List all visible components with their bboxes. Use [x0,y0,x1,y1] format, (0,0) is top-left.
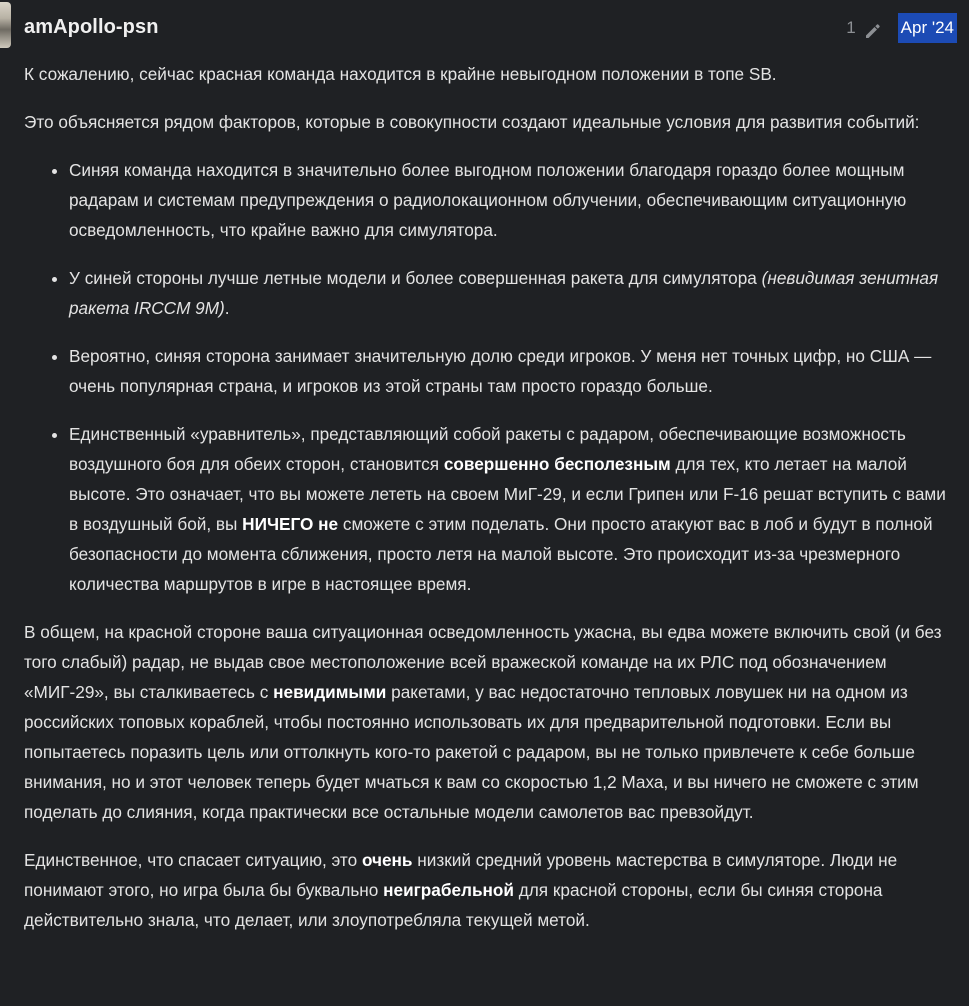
paragraph-conclusion [24,845,959,935]
post-body [24,59,959,953]
list-item-text: У синей стороны лучше летные модели и более совершенная ракета для симулятора [69,268,762,288]
post-meta [846,13,957,43]
list-item [69,341,959,401]
bold-text: неиграбельной [383,880,514,900]
factors-list [24,155,959,599]
pencil-icon[interactable] [864,19,882,37]
paragraph-text: для красной стороны, если бы синяя сторона действительно знала, что делает, или злоупотребляла текущей метой. [24,880,883,930]
post-header [0,0,969,56]
bold-text: совершенно бесполезным [443,454,671,474]
post-date[interactable]: Apr '24 [898,13,957,43]
list-item [69,419,959,599]
edit-count[interactable]: 1 [846,18,856,37]
list-item-text: . [224,298,230,318]
list-item [69,155,959,245]
bold-text: очень [361,850,413,870]
paragraph-summary [24,617,959,827]
list-item-text: Синяя команда находится в значительно более выгодном положении благодаря гораздо более мощным радарам и системам предупреждения о радиолокационном облучении, обеспечивающим ситуационную осведомленность, что крайне важно для симулятора. [69,160,907,240]
list-item-text: сможете с этим поделать. Они просто атакуют вас в лоб и будут в полной безопасности до момента сближения, просто летя на малой высоте. Это происходит из-за чрезмерного количества маршрутов в игре в настоящее время. [69,514,933,594]
italic-text: (невидимая зенитная ракета IRCCM 9M) [69,268,939,318]
bold-text: невидимыми [273,682,387,702]
list-item-text: Единственный «уравнитель», представляющий собой ракеты с радаром, обеспечивающие возможность воздушного боя для обеих сторон, становится [69,424,906,474]
paragraph-text: Единственное, что спасает ситуацию, это [24,850,362,870]
list-item [69,263,959,323]
bold-text: НИЧЕГО не [242,514,339,534]
paragraph-intro: К сожалению, сейчас красная команда находится в крайне невыгодном положении в топе SB. [24,64,777,84]
paragraph-text: В общем, на красной стороне ваша ситуационная осведомленность ужасна, вы едва можете включить свой (и без того слабый) радар, не выдав свое местоположение всей вражеской команде на их РЛС под обозначением «МИГ-29», вы сталкиваетесь с [24,622,942,702]
username-link[interactable]: amApollo-psn [24,16,159,38]
paragraph-text: ракетами, у вас недостаточно тепловых ловушек ни на одном из российских топовых кораблей, чтобы постоянно использовать их для предварительной подготовки. Если вы попытаетесь поразить цель или оттолкнуть кого-то ракетой с радаром, вы не только привлечете к себе больше внимания, но и этот человек теперь будет мчаться к вам со скоростью 1,2 Маха, и вы ничего не сможете с этим поделать до слияния, когда практически все остальные модели самолетов вас превзойдут. [24,682,919,822]
list-item-text: для тех, кто летает на малой высоте. Это означает, что вы можете лететь на своем МиГ-29, и если Грипен или F-16 решат вступить с вами в воздушный бой, вы [69,454,946,534]
paragraph-text: низкий средний уровень мастерства в симуляторе. Люди не понимают этого, но игра была бы буквально [24,850,898,900]
paragraph-factors: Это объясняется рядом факторов, которые в совокупности создают идеальные условия для развития событий: [24,112,920,132]
list-item-text: Вероятно, синяя сторона занимает значительную долю среди игроков. У меня нет точных цифр, но США — очень популярная страна, и игроков из этой страны там просто гораздо больше. [69,346,932,396]
